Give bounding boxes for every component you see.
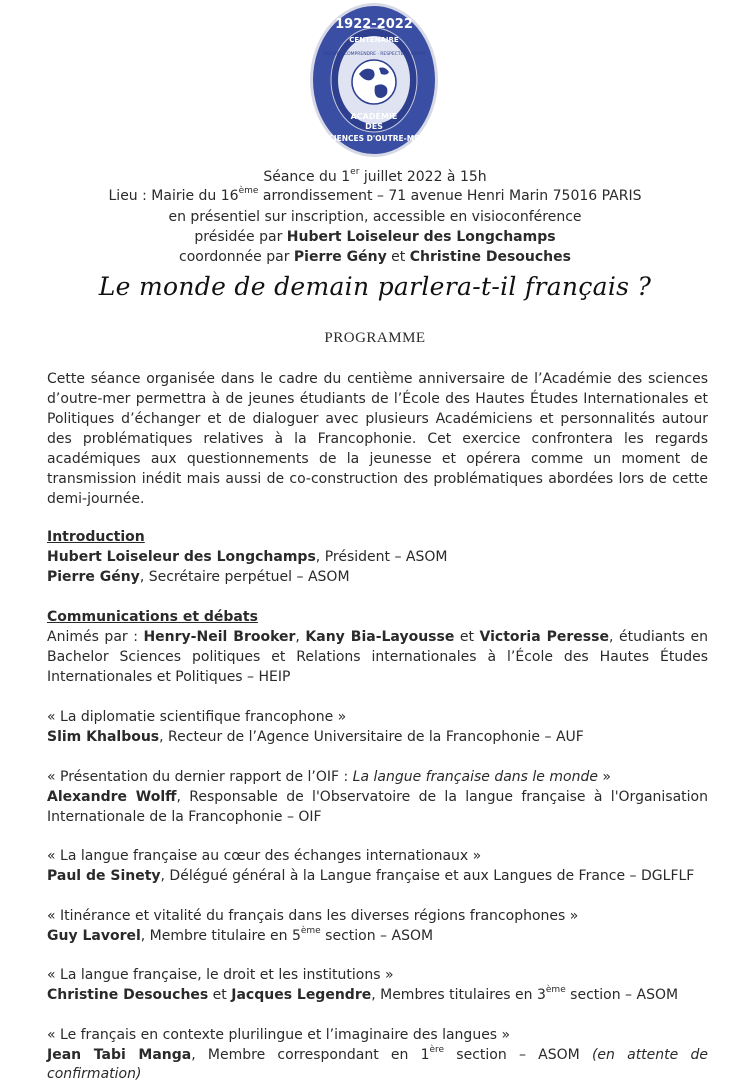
logo-name-line3: SCIENCES D'OUTRE-MER <box>322 134 426 143</box>
seance-mode: en présentiel sur inscription, accessible en visioconférence <box>168 209 582 225</box>
logo-name-line2: DES <box>365 122 383 131</box>
talk-speaker: Paul de Sinety, Délégué général à la Langue française et aux Langues de France – DGLFLF <box>47 868 695 884</box>
talk-title: « Présentation du dernier rapport de l’OIF : La langue française dans le monde » <box>47 769 611 785</box>
talk-speaker: Guy Lavorel, Membre titulaire en 5ème section – ASOM <box>47 926 434 944</box>
introduction-speaker: Hubert Loiseleur des Longchamps, Président – ASOM <box>47 549 448 565</box>
logo-name-line1: ACADÉMIE <box>350 112 398 121</box>
seance-lieu: Lieu : Mairie du 16ème arrondissement – 71 avenue Henri Marin 75016 PARIS <box>108 186 642 204</box>
animateurs-line: Internationales et Politiques – HEIP <box>47 669 291 685</box>
introduction-heading: Introduction <box>47 529 145 545</box>
programme-label: PROGRAMME <box>324 330 426 346</box>
introduction-speaker: Pierre Gény, Secrétaire perpétuel – ASOM <box>47 569 350 585</box>
talk-speaker: Christine Desouches et Jacques Legendre, Membres titulaires en 3ème section – ASOM <box>47 985 679 1003</box>
animateurs-line: Bachelor Sciences politiques et Relations internationales à l’École des Hautes Études <box>47 649 708 665</box>
talk-note: confirmation) <box>47 1066 142 1082</box>
talk-speaker: Alexandre Wolff, Responsable de l'Observatoire de la langue française à l'Organisation <box>47 789 708 805</box>
talk-title: « Itinérance et vitalité du français dans les diverses régions francophones » <box>47 908 579 924</box>
logo-years: 1922-2022 <box>335 17 413 32</box>
talk-speaker-role: Internationale de la Francophonie – OIF <box>47 809 322 825</box>
intro-paragraph: Cette séance organisée dans le cadre du centième anniversaire de l’Académie des sciences d’outre-mer permettra à de jeunes étudiants de l’École des Hautes Études Internationales et Politiques d’échanger et de dialoguer avec plusieurs Académiciens et personnalités autour des problématiques relatives à la Francophonie. Cet exercice confrontera les regards académiques aux questionnements de la jeunesse et opérera comme un moment de transmission inédit mais aussi de co-construction des problématiques abordées lors de cette demi-journée. <box>47 371 708 507</box>
talk-speaker: Slim Khalbous, Recteur de l’Agence Universitaire de la Francophonie – AUF <box>47 729 584 745</box>
academie-logo <box>309 2 439 158</box>
seance-coordonnee: coordonnée par Pierre Gény et Christine Desouches <box>179 249 571 265</box>
seance-presidee: présidée par Hubert Loiseleur des Longchamps <box>194 229 556 245</box>
seance-date: Séance du 1er juillet 2022 à 15h <box>263 167 487 185</box>
talk-title: « La langue française, le droit et les institutions » <box>47 967 394 983</box>
logo-ribbon: CENTENAIRE <box>349 36 399 44</box>
animateurs-line: Animés par : Henry-Neil Brooker, Kany Bia-Layousse et Victoria Peresse, étudiants en <box>47 629 708 645</box>
talk-speaker: Jean Tabi Manga, Membre correspondant en 1ère section – ASOM (en attente de <box>47 1045 708 1063</box>
talk-title: « La langue française au cœur des échanges internationaux » <box>47 848 482 864</box>
talk-title: « La diplomatie scientifique francophone » <box>47 709 347 725</box>
communications-heading: Communications et débats <box>47 609 258 625</box>
talk-title: « Le français en contexte plurilingue et l’imaginaire des langues » <box>47 1027 511 1043</box>
page-title: Le monde de demain parlera-t-il français ? <box>98 272 652 301</box>
logo-motto: SAVOIR · COMPRENDRE · RESPECTER · AIMER <box>322 52 426 57</box>
